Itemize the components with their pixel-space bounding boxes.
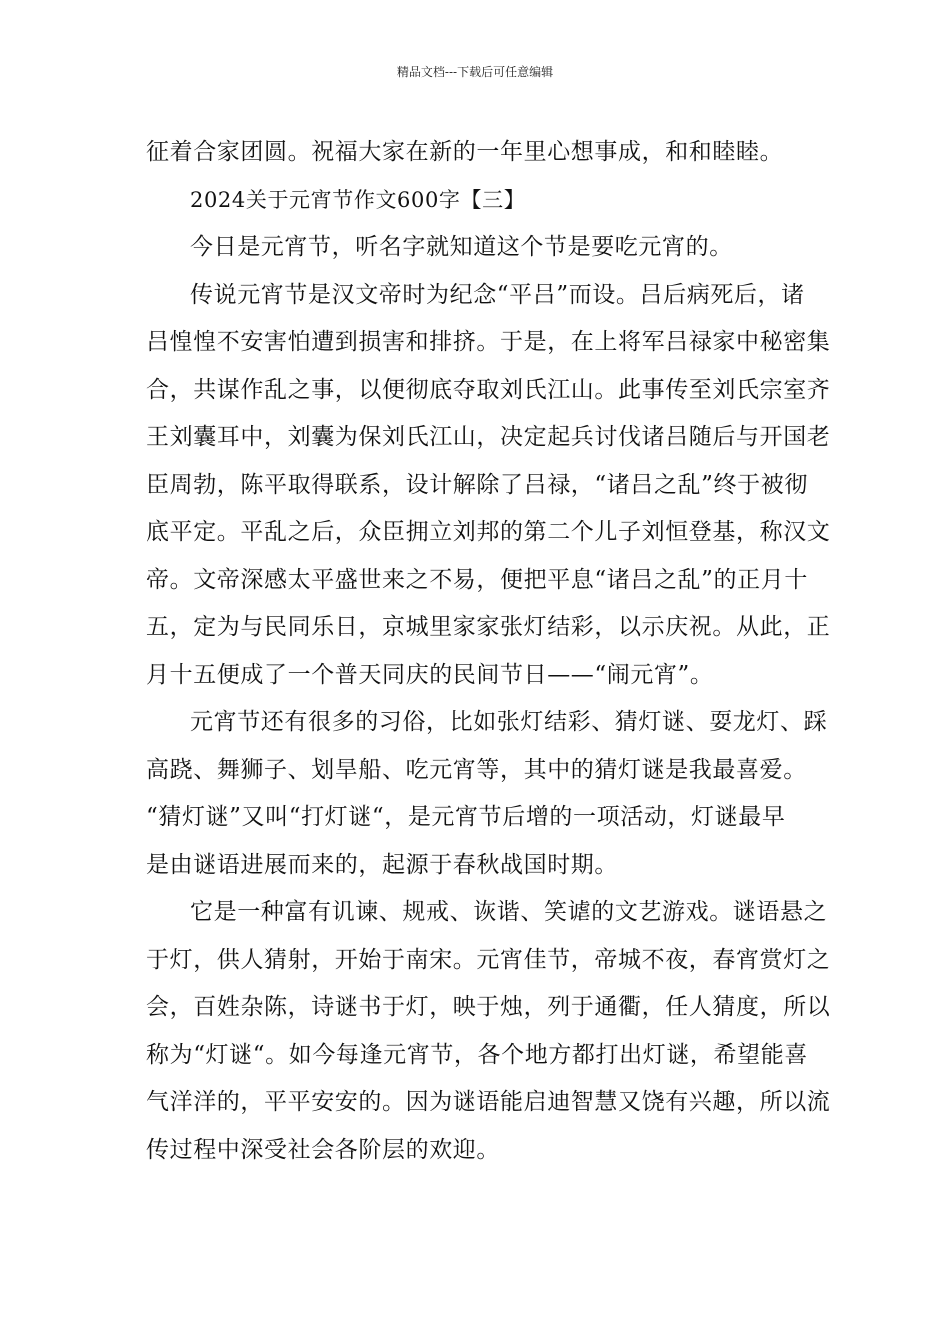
text-line: 王刘囊耳中，刘囊为保刘氏江山，决定起兵讨伐诸吕随后与开国老 bbox=[146, 424, 831, 450]
text-line: 合，共谋作乱之事，以便彻底夺取刘氏江山。此事传至刘氏宗室齐 bbox=[146, 376, 831, 403]
text-line: 传过程中深受社会各阶层的欢迎。 bbox=[146, 1136, 500, 1163]
text-line: 臣周勃，陈平取得联系，设计解除了吕禄，“诸吕之乱”终于被彻 bbox=[146, 471, 808, 498]
text-line-continuation: 征着合家团圆。祝福大家在新的一年里心想事成，和和睦睦。 bbox=[146, 139, 784, 165]
text-line: 于灯，供人猜射，开始于南宋。元宵佳节，帝城不夜，春宵赏灯之 bbox=[146, 946, 831, 973]
text-line: 底平定。平乱之后，众臣拥立刘邦的第二个儿子刘恒登基，称汉文 bbox=[146, 519, 831, 545]
text-line-paragraph-start: 今日是元宵节，听名字就知道这个节是要吃元宵的。 bbox=[190, 234, 733, 260]
text-line: 气洋洋的，平平安安的。因为谜语能启迪智慧又饶有兴趣，所以流 bbox=[146, 1089, 831, 1115]
text-line-paragraph-start: 元宵节还有很多的习俗，比如张灯结彩、猜灯谜、耍龙灯、踩 bbox=[190, 709, 828, 735]
text-line-paragraph-start: 传说元宵节是汉文帝时为纪念“平吕”而设。吕后病死后，诸 bbox=[190, 281, 805, 308]
text-line: “猜灯谜”又叫“打灯谜“，是元宵节后增的一项活动，灯谜最早 bbox=[146, 804, 786, 830]
text-line-paragraph-start: 它是一种富有讥谏、规戒、诙谐、笑谑的文艺游戏。谜语悬之 bbox=[190, 899, 828, 925]
section-title: 2024关于元宵节作文600字【三】 bbox=[190, 187, 526, 212]
document-body bbox=[146, 129, 831, 1174]
text-line: 五，定为与民同乐日，京城里家家张灯结彩，以示庆祝。从此，正 bbox=[146, 614, 831, 640]
text-line: 月十五便成了一个普天同庆的民间节日——“闹元宵”。 bbox=[146, 661, 714, 688]
text-line: 帝。文帝深感太平盛世来之不易，便把平息“诸吕之乱”的正月十 bbox=[146, 566, 808, 593]
text-line: 吕惶惶不安害怕遭到损害和排挤。于是，在上将军吕禄家中秘密集 bbox=[146, 329, 831, 355]
text-line: 称为“灯谜“。如今每逢元宵节，各个地方都打出灯谜，希望能喜 bbox=[146, 1041, 808, 1068]
text-line: 高跷、舞狮子、划旱船、吃元宵等，其中的猜灯谜是我最喜爱。 bbox=[146, 756, 807, 783]
text-line: 是由谜语进展而来的，起源于春秋战国时期。 bbox=[146, 851, 618, 878]
page-header: 精品文档---下载后可任意编辑 bbox=[396, 65, 554, 79]
text-line: 会，百姓杂陈，诗谜书于灯，映于烛，列于通衢，任人猜度，所以 bbox=[146, 994, 831, 1020]
